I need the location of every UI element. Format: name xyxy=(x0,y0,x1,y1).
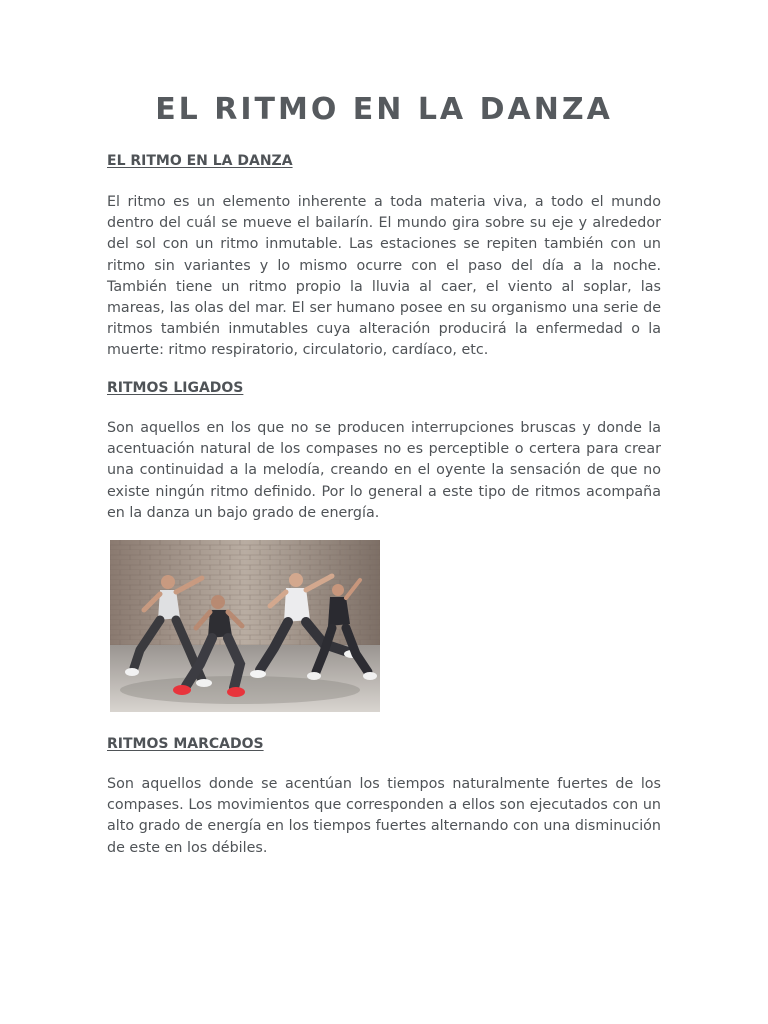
dancers-photo xyxy=(110,540,380,712)
dancers-photo-illustration xyxy=(110,540,380,712)
section-heading-ligados: RITMOS LIGADOS xyxy=(107,380,244,396)
section-heading-marcados: RITMOS MARCADOS xyxy=(107,736,264,752)
page-title: EL RITMO EN LA DANZA xyxy=(155,92,613,127)
section-heading-ritmo: EL RITMO EN LA DANZA xyxy=(107,153,293,169)
section-text-ligados: Son aquellos en los que no se producen interrupciones bruscas y donde la acentuación natural de los compases no es perceptible o certera para crear una continuidad a la melodía, creando en el oyente la sensación de que no existe ningún ritmo definido. Por lo general a este tipo de ritmos acompaña en la danza un bajo grado de energía. xyxy=(107,420,661,521)
section-text-ritmo: El ritmo es un elemento inherente a toda materia viva, a todo el mundo dentro del cuál se mueve el bailarín. El mundo gira sobre su eje y alrededor del sol con un ritmo inmutable. Las estaciones se repiten también con un ritmo sin variantes y lo mismo ocurre con el paso del día a la noche. También tiene un ritmo propio la lluvia al caer, el viento al soplar, las mareas, las olas del mar. El ser humano posee en su organismo una serie de ritmos también inmutables cuya alteración producirá la enfermedad o la muerte: ritmo respiratorio, circulatorio, cardíaco, etc. xyxy=(107,194,661,359)
section-text-marcados: Son aquellos donde se acentúan los tiempos naturalmente fuertes de los compases. Los movimientos que corresponden a ellos son ejecutados con un alto grado de energía en los tiempos fuertes alternando con una disminución de este en los débiles. xyxy=(107,776,661,856)
